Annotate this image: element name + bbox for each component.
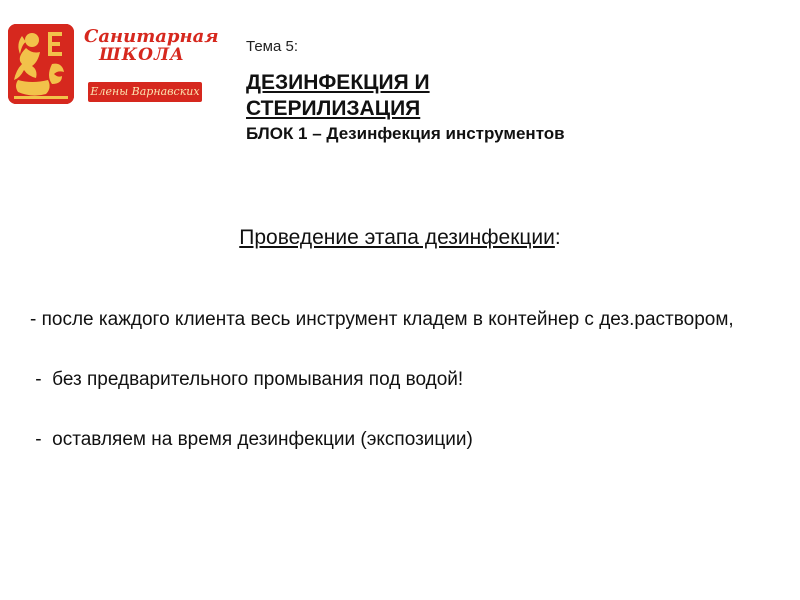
logo-title — [84, 26, 219, 65]
block-title: БЛОК 1 – Дезинфекция инструментов — [246, 124, 565, 143]
logo-line-2: ШКОЛА — [99, 44, 185, 65]
list-item: - без предварительного промывания под водой! — [30, 369, 464, 390]
section-heading-text: Проведение этапа дезинфекции — [239, 226, 555, 249]
section-heading — [0, 226, 800, 250]
topic-label: Тема 5: — [246, 38, 298, 55]
section-heading-colon: : — [554, 226, 561, 249]
list-item: - оставляем на время дезинфекции (экспозиции) — [30, 429, 473, 450]
logo-banner: Елены Варнавских — [88, 82, 202, 102]
logo — [8, 24, 219, 104]
goddess-ornament-icon — [8, 24, 74, 104]
list-item: - после каждого клиента весь инструмент кладем в контейнер с дез.раствором, — [30, 309, 734, 330]
logo-line-1: Санитарная — [84, 26, 219, 47]
bullet-list — [30, 306, 770, 454]
topic-title: ДЕЗИНФЕКЦИЯ И СТЕРИЛИЗАЦИЯ — [246, 71, 430, 120]
